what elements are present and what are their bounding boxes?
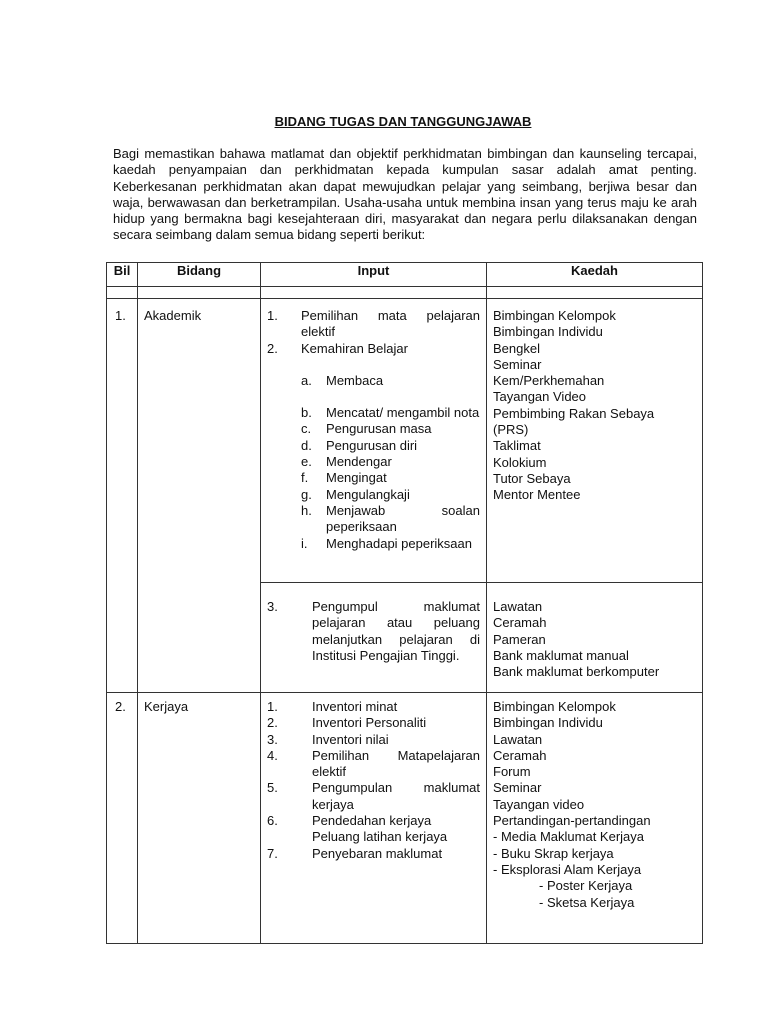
list-item: - Eksplorasi Alam Kerjaya <box>493 861 642 877</box>
header-input: Input <box>261 263 487 287</box>
list-item: Tutor Sebaya <box>493 470 571 486</box>
list-item: c. Pengurusan masa <box>301 421 432 437</box>
list-item: - Poster Kerjaya <box>539 878 633 894</box>
list-item: Bimbingan Individu <box>493 324 603 340</box>
document-title: BIDANG TUGAS DAN TANGGUNGJAWAB <box>274 114 532 129</box>
row-bidang-akademik: Akademik <box>144 308 202 323</box>
list-item: Kolokium <box>493 454 547 470</box>
list-item: 4. Pemilihan Matapelajaran elektif <box>267 747 480 780</box>
list-item: 7. Penyebaran maklumat <box>267 845 443 861</box>
header-kaedah: Kaedah <box>487 263 703 287</box>
list-item: Tayangan Video <box>493 389 587 405</box>
list-item: Forum <box>493 764 531 780</box>
list-item: 1. Pemilihan mata pelajaran elektif <box>267 308 480 340</box>
header-bil: Bil <box>107 263 138 287</box>
input-list-akademik <box>261 299 486 558</box>
list-item: 5. Pengumpulan maklumat kerjaya <box>267 780 480 812</box>
row-bil-kerjaya: 2. <box>115 699 126 714</box>
list-item: g. Mengulangkaji <box>301 486 410 502</box>
list-item: 2. Inventori Personaliti <box>267 715 427 731</box>
list-item: - Sketsa Kerjaya <box>539 894 635 910</box>
list-item: Seminar <box>493 780 542 796</box>
list-item: e. Mendengar <box>301 454 392 470</box>
list-item: Pertandingan-pertandingan <box>493 813 651 829</box>
list-item: Bengkel <box>493 340 540 356</box>
list-item: b. Mencatat/ mengambil nota <box>301 405 480 421</box>
intro-paragraph: Bagi memastikan bahawa matlamat dan objektif perkhidmatan bimbingan dan kaunseling tercapai, kaedah penyampaian dan perkhidmatan kepada kumpulan sasar adalah amat penting. Keberkesanan perkhidmatan akan dapat mewujudkan pelajar yang seimbang, berjiwa besar dan waja, berwawasan dan berketrampilan. Usaha-usaha untuk membina insan yang terus maju ke arah hidup yang bermakna bagi kesejahteraan diri, masyarakat dan negara perlu dilaksanakan dengan secara seimbang dalam semua bidang seperti berikut: <box>113 146 697 243</box>
row-bidang-kerjaya: Kerjaya <box>144 699 189 714</box>
row-bil-akademik: 1. <box>115 308 126 323</box>
duties-table <box>106 262 703 944</box>
list-item: Ceramah <box>493 747 547 763</box>
input-list-kerjaya <box>261 693 486 868</box>
table-row <box>107 693 703 944</box>
list-item: Tayangan video <box>493 796 585 812</box>
list-item: 6. Pendedahan kerjaya <box>267 813 432 829</box>
list-item: Lawatan <box>493 731 543 747</box>
list-item: 1. Inventori minat <box>267 699 398 714</box>
kaedah-list-akademik-2 <box>487 583 702 686</box>
list-item: h. Menjawab soalan peperiksaan <box>301 502 480 535</box>
list-item: Peluang latihan kerjaya <box>312 829 448 845</box>
kaedah-list-kerjaya <box>487 693 702 917</box>
list-item: Bimbingan Kelompok <box>493 308 616 323</box>
list-item: Bank maklumat manual <box>493 647 629 663</box>
list-item: Mentor Mentee <box>493 487 581 503</box>
list-item: Pembimbing Rakan Sebaya <box>493 405 655 421</box>
input-list-akademik-2 <box>261 583 486 670</box>
spacer-row <box>107 287 703 299</box>
list-item: - Buku Skrap kerjaya <box>493 845 614 861</box>
list-item: Bimbingan Kelompok <box>493 699 616 714</box>
list-item: (PRS) <box>493 422 529 438</box>
list-item: Kem/Perkhemahan <box>493 373 605 389</box>
list-item: a. Membaca <box>301 372 384 388</box>
table-header-row <box>107 263 703 287</box>
list-item: Pameran <box>493 631 546 647</box>
list-item: 3. Pengumpul maklumat pelajaran atau peluang melanjutkan pelajaran di Institusi Pengajian Tinggi. <box>267 599 480 663</box>
list-item: d. Pengurusan diri <box>301 437 418 453</box>
header-bidang: Bidang <box>138 263 261 287</box>
list-item: Seminar <box>493 356 542 372</box>
list-item: i. Menghadapi peperiksaan <box>301 535 472 551</box>
list-item: Lawatan <box>493 599 543 614</box>
table-row <box>107 299 703 583</box>
list-item: Ceramah <box>493 615 547 631</box>
list-item: Bimbingan Individu <box>493 715 603 731</box>
list-item: Taklimat <box>493 438 541 454</box>
list-item: f. Mengingat <box>301 470 387 486</box>
list-item: - Media Maklumat Kerjaya <box>493 829 644 845</box>
kaedah-list-akademik <box>487 299 702 510</box>
list-item: Bank maklumat berkomputer <box>493 664 660 680</box>
list-item: 3. Inventori nilai <box>267 731 389 747</box>
list-item: 2. Kemahiran Belajar <box>267 340 408 356</box>
